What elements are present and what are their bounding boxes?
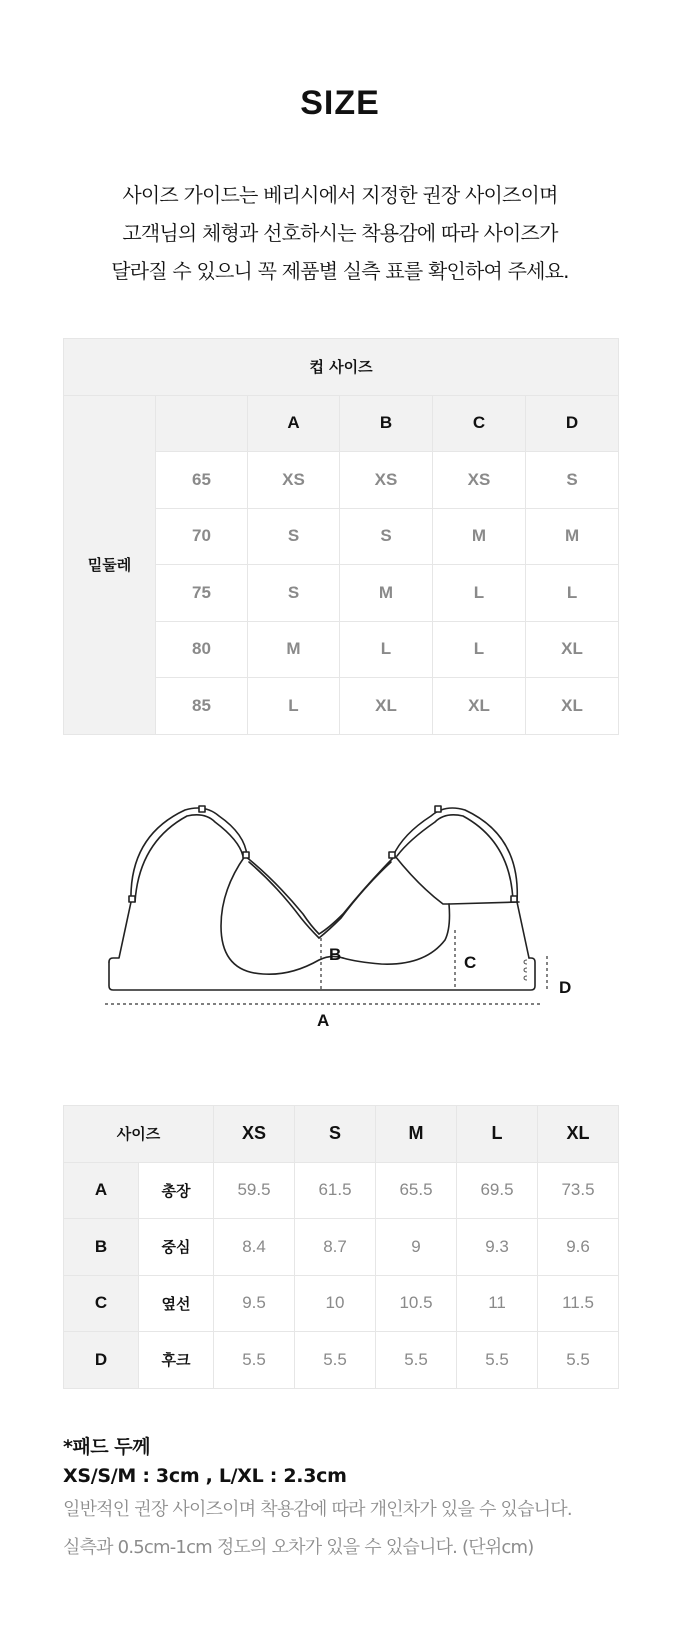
- size-cell: M: [526, 508, 619, 565]
- size-cell: S: [248, 565, 340, 622]
- size-cell: XL: [433, 678, 526, 735]
- measure-cell: 61.5: [295, 1162, 376, 1219]
- measurement-table: [63, 1105, 619, 1389]
- right-strap: [393, 808, 517, 902]
- table-row: [64, 1219, 619, 1276]
- row-name: 후크: [139, 1332, 214, 1389]
- measure-cell: 9.6: [538, 1219, 619, 1276]
- label-c: C: [464, 953, 477, 972]
- label-d: D: [559, 978, 572, 997]
- size-cell: XS: [433, 452, 526, 509]
- size-header: 사이즈: [64, 1106, 214, 1163]
- size-cell: M: [248, 621, 340, 678]
- size-col-m: M: [376, 1106, 457, 1163]
- band-value: 75: [156, 565, 248, 622]
- bra-measurement-diagram: [95, 790, 615, 1030]
- size-cell: L: [340, 621, 433, 678]
- row-letter: A: [64, 1162, 139, 1219]
- size-cell: S: [248, 508, 340, 565]
- label-b: B: [329, 945, 342, 964]
- intro-line-2: 고객님의 체형과 선호하시는 착용감에 따라 사이즈가: [122, 221, 558, 245]
- table-row: [64, 1162, 619, 1219]
- cup-col-c: C: [433, 395, 526, 452]
- intro-line-1: 사이즈 가이드는 베리시에서 지정한 권장 사이즈이며: [122, 183, 558, 207]
- size-col-l: L: [457, 1106, 538, 1163]
- pad-thickness-title: *패드 두께: [63, 1436, 150, 1458]
- cup-size-table: [63, 338, 619, 735]
- row-name: 중심: [139, 1219, 214, 1276]
- measure-cell: 10.5: [376, 1275, 457, 1332]
- size-cell: S: [526, 452, 619, 509]
- table-row: [64, 1275, 619, 1332]
- measure-cell: 69.5: [457, 1162, 538, 1219]
- measure-cell: 8.7: [295, 1219, 376, 1276]
- cup-letters-row: [64, 395, 619, 452]
- measure-cell: 59.5: [214, 1162, 295, 1219]
- size-cell: XL: [340, 678, 433, 735]
- pad-thickness-values: XS/S/M : 3cm , L/XL : 2.3cm: [63, 1465, 347, 1487]
- intro-text: [0, 176, 680, 290]
- measure-cell: 11.5: [538, 1275, 619, 1332]
- measure-cell: 5.5: [214, 1332, 295, 1389]
- measure-cell: 9.5: [214, 1275, 295, 1332]
- band-value: 70: [156, 508, 248, 565]
- band-value: 65: [156, 452, 248, 509]
- measure-cell: 65.5: [376, 1162, 457, 1219]
- row-name: 총장: [139, 1162, 214, 1219]
- band-value: 80: [156, 621, 248, 678]
- size-cell: XL: [526, 678, 619, 735]
- row-name: 옆선: [139, 1275, 214, 1332]
- corner-cell: [156, 395, 248, 452]
- size-col-xs: XS: [214, 1106, 295, 1163]
- cup-col-a: A: [248, 395, 340, 452]
- size-col-s: S: [295, 1106, 376, 1163]
- right-cup: [395, 856, 449, 904]
- measure-cell: 9.3: [457, 1219, 538, 1276]
- cup-col-d: D: [526, 395, 619, 452]
- measure-cell: 73.5: [538, 1162, 619, 1219]
- note-line-1: 일반적인 권장 사이즈이며 착용감에 따라 개인차가 있을 수 있습니다.: [63, 1499, 572, 1520]
- size-cell: L: [433, 565, 526, 622]
- measure-cell: 5.5: [457, 1332, 538, 1389]
- measure-header-row: [64, 1106, 619, 1163]
- size-cell: XL: [526, 621, 619, 678]
- row-letter: C: [64, 1275, 139, 1332]
- band-side-label: 밑둘레: [64, 395, 156, 734]
- cup-col-b: B: [340, 395, 433, 452]
- left-cup: [221, 856, 343, 974]
- measure-cell: 9: [376, 1219, 457, 1276]
- cup-header-row: [64, 339, 619, 396]
- measure-cell: 8.4: [214, 1219, 295, 1276]
- size-cell: L: [526, 565, 619, 622]
- table-row: [64, 1332, 619, 1389]
- label-a: A: [317, 1011, 330, 1030]
- measure-cell: 11: [457, 1275, 538, 1332]
- measure-cell: 5.5: [538, 1332, 619, 1389]
- note-line-2: 실측과 0.5cm-1cm 정도의 오차가 있을 수 있습니다. (단위cm): [63, 1537, 534, 1558]
- size-cell: XS: [248, 452, 340, 509]
- size-cell: L: [433, 621, 526, 678]
- row-letter: D: [64, 1332, 139, 1389]
- size-cell: M: [340, 565, 433, 622]
- size-col-xl: XL: [538, 1106, 619, 1163]
- size-cell: L: [248, 678, 340, 735]
- band-value: 85: [156, 678, 248, 735]
- intro-line-3: 달라질 수 있으니 꼭 제품별 실측 표를 확인하여 주세요.: [111, 259, 569, 283]
- cup-size-header: 컵 사이즈: [64, 339, 619, 396]
- page-title: SIZE: [300, 84, 380, 122]
- size-cell: M: [433, 508, 526, 565]
- row-letter: B: [64, 1219, 139, 1276]
- size-cell: XS: [340, 452, 433, 509]
- measure-cell: 5.5: [376, 1332, 457, 1389]
- size-cell: S: [340, 508, 433, 565]
- measure-cell: 10: [295, 1275, 376, 1332]
- measure-cell: 5.5: [295, 1332, 376, 1389]
- notes-section: [63, 1432, 663, 1561]
